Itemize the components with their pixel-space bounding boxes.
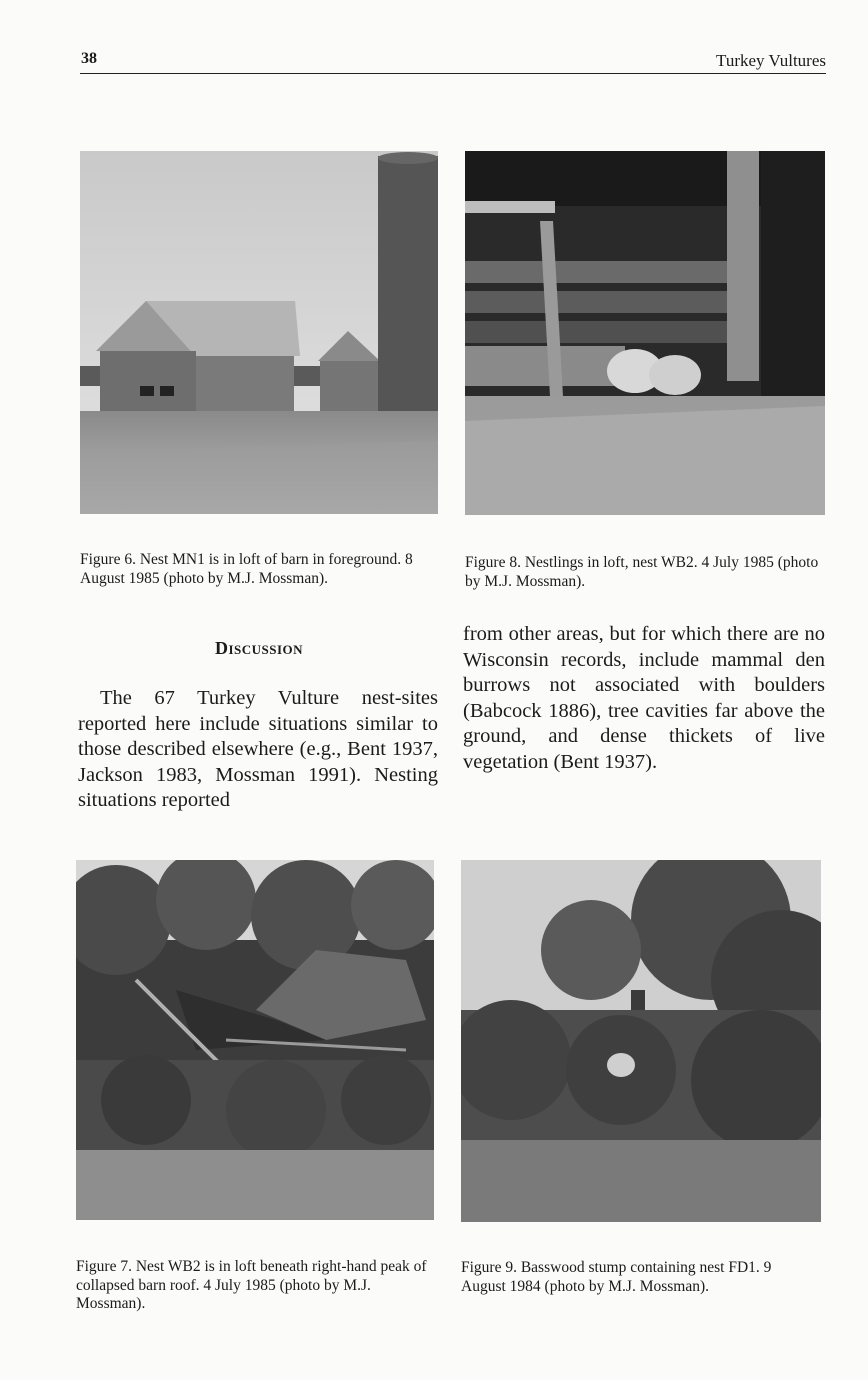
paragraph-text: from other areas, but for which there are no Wisconsin records, include mammal den burrows not associated with boulders (Babcock 1886), tree cavities far above the ground, and dense thickets of live vegetation (Bent 1937). [463, 623, 825, 773]
figure-6-photo [80, 151, 438, 514]
figure-9-caption: Figure 9. Basswood stump containing nest FD1. 9 August 1984 (photo by M.J. Mossman). [461, 1259, 772, 1295]
discussion-paragraph-left [78, 686, 438, 814]
running-title: Turkey Vultures [716, 51, 826, 70]
discussion-paragraph-right [463, 622, 825, 775]
header-rule [80, 73, 826, 74]
figure-7-photo [76, 860, 434, 1220]
figure-7-caption: Figure 7. Nest WB2 is in loft beneath right-hand peak of collapsed barn roof. 4 July 1985 (photo by M.J. Mossman). [76, 1258, 427, 1312]
figure-8-caption: Figure 8. Nestlings in loft, nest WB2. 4 July 1985 (photo by M.J. Mossman). [465, 554, 819, 590]
paragraph-text: The 67 Turkey Vulture nest-sites reported here include situations similar to those described elsewhere (e.g., Bent 1937, Jackson 1983, Mossman 1991). Nesting situations reported [78, 687, 438, 811]
page-number: 38 [81, 50, 97, 67]
figure-6-caption: Figure 6. Nest MN1 is in loft of barn in foreground. 8 August 1985 (photo by M.J. Mossman). [80, 551, 413, 587]
section-heading: Discussion [214, 638, 304, 658]
figure-8-photo [465, 151, 825, 515]
figure-9-photo [461, 860, 821, 1222]
